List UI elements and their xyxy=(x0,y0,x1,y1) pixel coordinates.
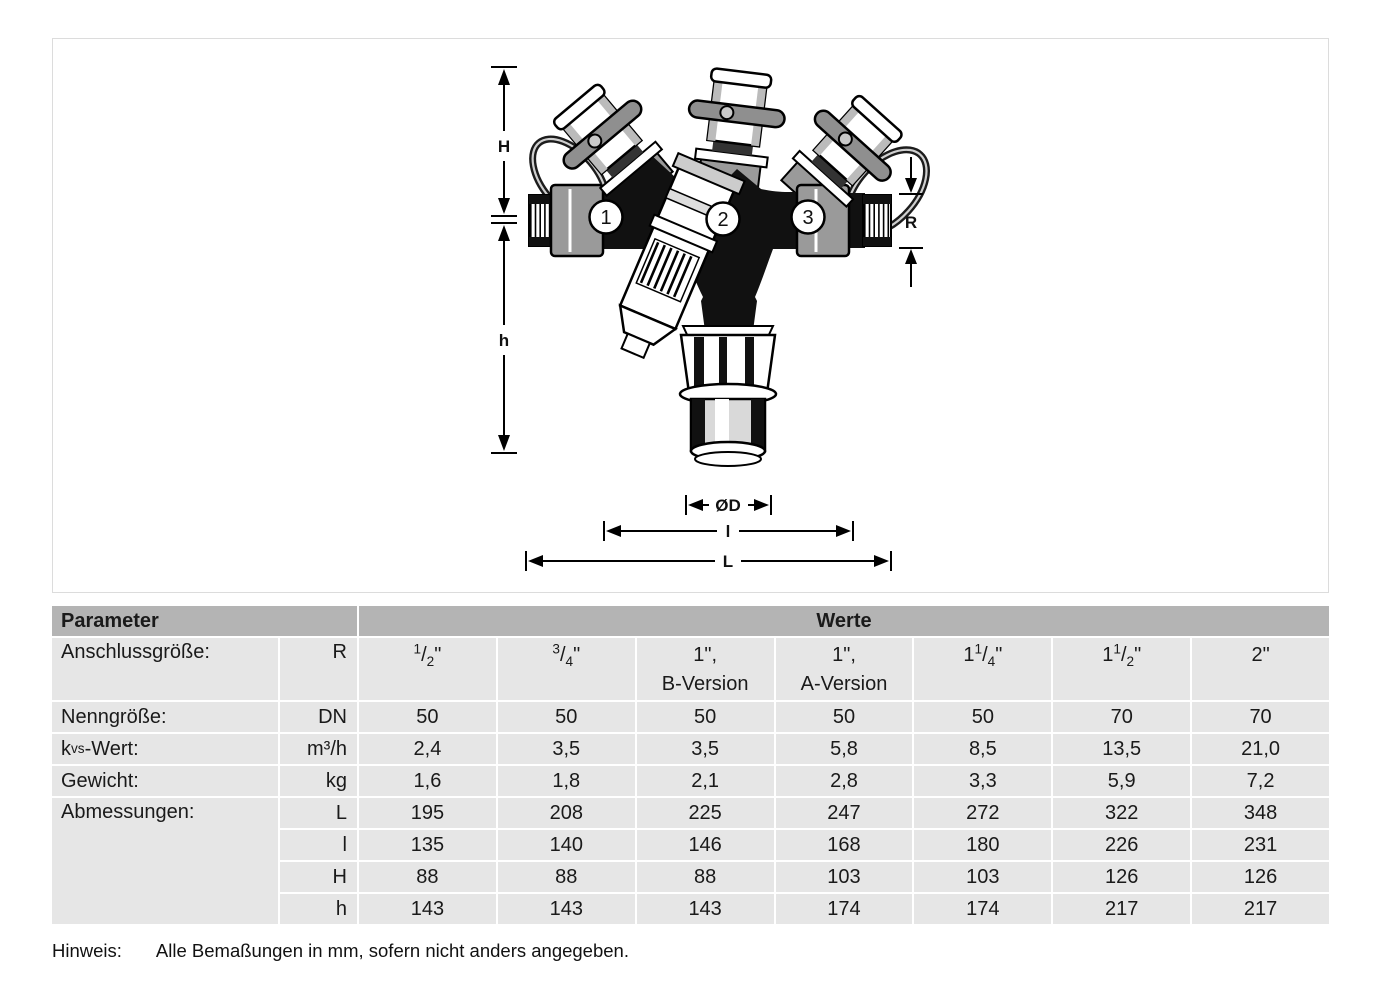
value-cell-r6-c6: 217 xyxy=(1053,894,1190,924)
anschluss-value-5: $1^1/_4$" xyxy=(914,638,1051,700)
row-label-0: Nenngröße: xyxy=(52,702,278,732)
value-cell-r2-c7: 7,2 xyxy=(1192,766,1329,796)
anschluss-value-2: $^3/_4$" xyxy=(498,638,635,700)
value-cell-r5-c5: 103 xyxy=(914,862,1051,892)
anschluss-value-4: 1", A-Version xyxy=(776,638,913,700)
value-cell-r1-c1: 2,4 xyxy=(359,734,496,764)
table-header-werte: Werte xyxy=(359,606,1329,636)
value-cell-r1-c6: 13,5 xyxy=(1053,734,1190,764)
value-cell-r5-c7: 126 xyxy=(1192,862,1329,892)
value-cell-r4-c2: 140 xyxy=(498,830,635,860)
value-cell-r5-c4: 103 xyxy=(776,862,913,892)
value-cell-r4-c4: 168 xyxy=(776,830,913,860)
value-cell-r0-c2: 50 xyxy=(498,702,635,732)
dimension-R xyxy=(899,157,923,287)
value-cell-r6-c5: 174 xyxy=(914,894,1051,924)
value-cell-r2-c6: 5,9 xyxy=(1053,766,1190,796)
value-cell-r2-c2: 1,8 xyxy=(498,766,635,796)
row-label-2: Gewicht: xyxy=(52,766,278,796)
dim-label-l: l xyxy=(725,522,731,541)
value-cell-r3-c7: 348 xyxy=(1192,798,1329,828)
anschluss-value-6: $1^1/_2$" xyxy=(1053,638,1190,700)
footnote-label: Hinweis: xyxy=(52,940,122,961)
row-unit-3: L xyxy=(280,798,357,828)
table-header-parameter: Parameter xyxy=(52,606,357,636)
dim-label-h: h xyxy=(498,331,510,350)
anschluss-value-1: $^1/_2$" xyxy=(359,638,496,700)
value-cell-r3-c5: 272 xyxy=(914,798,1051,828)
row-label-3: Abmessungen: xyxy=(52,798,278,924)
value-cell-r5-c3: 88 xyxy=(637,862,774,892)
port-3-label: 3 xyxy=(802,207,814,229)
value-cell-r6-c3: 143 xyxy=(637,894,774,924)
value-cell-r6-c7: 217 xyxy=(1192,894,1329,924)
anschluss-value-3: 1", B-Version xyxy=(637,638,774,700)
value-cell-r0-c1: 50 xyxy=(359,702,496,732)
row-unit-2: kg xyxy=(280,766,357,796)
row-unit-6: h xyxy=(280,894,357,924)
value-cell-r0-c6: 70 xyxy=(1053,702,1190,732)
value-cell-r3-c6: 322 xyxy=(1053,798,1190,828)
dimension-OD xyxy=(686,495,771,515)
parameter-table xyxy=(52,606,1329,924)
value-cell-r4-c7: 231 xyxy=(1192,830,1329,860)
value-cell-r1-c3: 3,5 xyxy=(637,734,774,764)
value-cell-r1-c5: 8,5 xyxy=(914,734,1051,764)
value-cell-r0-c3: 50 xyxy=(637,702,774,732)
row-anschluss-label: Anschlussgröße: xyxy=(52,638,278,700)
value-cell-r3-c4: 247 xyxy=(776,798,913,828)
value-cell-r2-c5: 3,3 xyxy=(914,766,1051,796)
value-cell-r2-c4: 2,8 xyxy=(776,766,913,796)
value-cell-r1-c2: 3,5 xyxy=(498,734,635,764)
row-kvs-label: k vs -Wert: xyxy=(52,734,278,764)
row-unit-4: l xyxy=(280,830,357,860)
value-cell-r3-c3: 225 xyxy=(637,798,774,828)
cap-2 xyxy=(683,66,789,169)
dim-label-L: L xyxy=(722,552,734,571)
value-cell-r5-c6: 126 xyxy=(1053,862,1190,892)
footnote-text: Alle Bemaßungen in mm, sofern nicht anders angegeben. xyxy=(155,940,629,961)
value-cell-r4-c1: 135 xyxy=(359,830,496,860)
valve-technical-drawing xyxy=(53,39,1328,592)
value-cell-r4-c6: 226 xyxy=(1053,830,1190,860)
dimension-L xyxy=(526,551,891,571)
discharge-funnel xyxy=(680,326,776,466)
value-cell-r6-c2: 143 xyxy=(498,894,635,924)
dim-label-H: H xyxy=(497,137,511,156)
value-cell-r2-c1: 1,6 xyxy=(359,766,496,796)
dimension-h xyxy=(491,223,517,453)
value-cell-r0-c5: 50 xyxy=(914,702,1051,732)
value-cell-r0-c7: 70 xyxy=(1192,702,1329,732)
dim-label-OD: ØD xyxy=(715,496,741,515)
row-unit-1: m³/h xyxy=(280,734,357,764)
value-cell-r3-c2: 208 xyxy=(498,798,635,828)
value-cell-r3-c1: 195 xyxy=(359,798,496,828)
value-cell-r4-c3: 146 xyxy=(637,830,774,860)
value-cell-r5-c2: 88 xyxy=(498,862,635,892)
thread-right xyxy=(863,195,891,246)
row-anschluss-unit: R xyxy=(280,638,357,700)
port-2-label: 2 xyxy=(717,209,729,231)
value-cell-r1-c7: 21,0 xyxy=(1192,734,1329,764)
row-unit-0: DN xyxy=(280,702,357,732)
value-cell-r4-c5: 180 xyxy=(914,830,1051,860)
value-cell-r5-c1: 88 xyxy=(359,862,496,892)
port-1-label: 1 xyxy=(600,207,612,229)
dimension-H xyxy=(491,67,517,216)
dimension-l xyxy=(604,521,853,541)
value-cell-r2-c3: 2,1 xyxy=(637,766,774,796)
page xyxy=(52,38,1329,962)
value-cell-r6-c4: 174 xyxy=(776,894,913,924)
row-unit-5: H xyxy=(280,862,357,892)
anschluss-value-7: 2" xyxy=(1192,638,1329,700)
value-cell-r6-c1: 143 xyxy=(359,894,496,924)
footnote xyxy=(52,940,1329,962)
dim-label-R: R xyxy=(904,213,918,232)
value-cell-r0-c4: 50 xyxy=(776,702,913,732)
product-diagram-panel xyxy=(52,38,1329,593)
value-cell-r1-c4: 5,8 xyxy=(776,734,913,764)
